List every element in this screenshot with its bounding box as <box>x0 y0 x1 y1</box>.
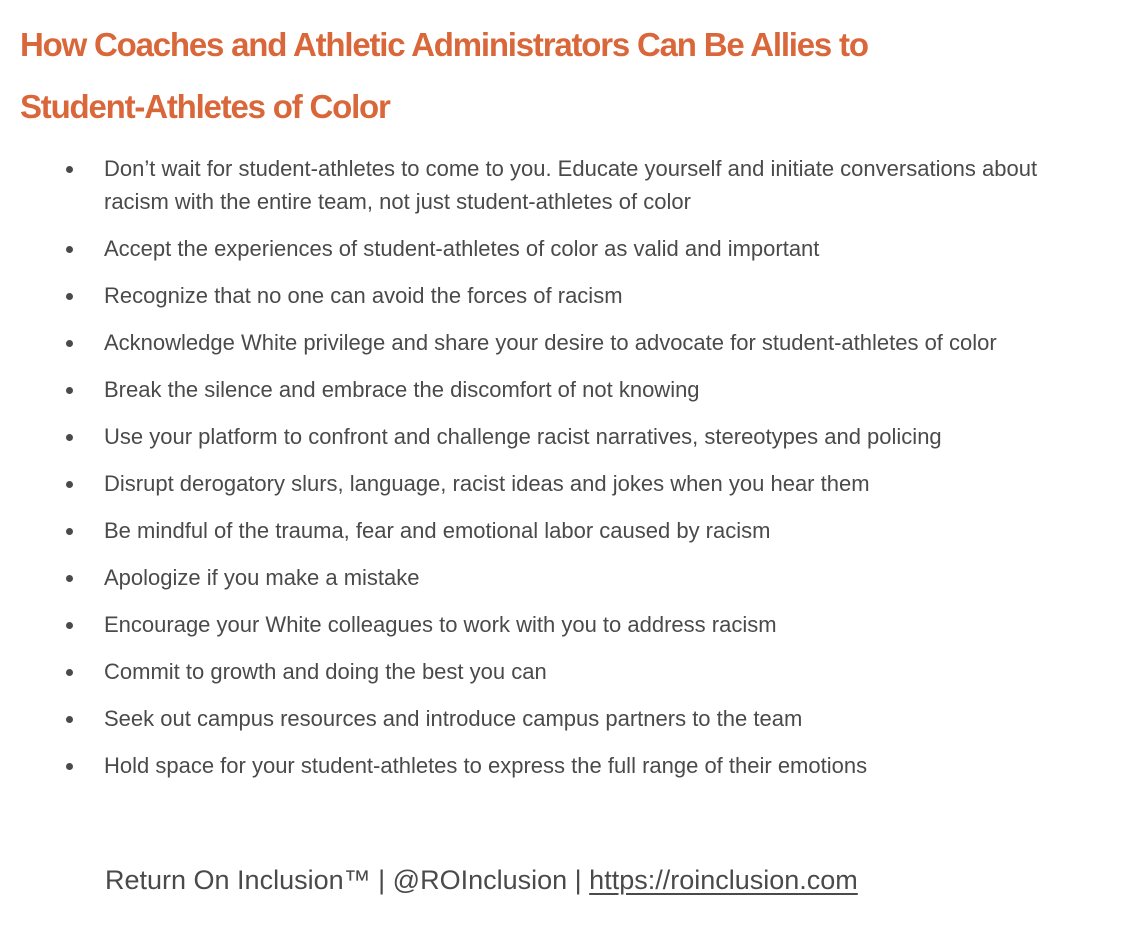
list-item <box>0 467 1125 500</box>
footer-separator: | <box>567 865 590 895</box>
list-item-text: Recognize that no one can avoid the forces of racism <box>104 283 623 308</box>
list-item <box>0 326 1125 359</box>
list-item-text: Break the silence and embrace the discomfort of not knowing <box>104 377 700 402</box>
list-item <box>0 514 1125 547</box>
bullet-icon <box>66 434 73 441</box>
bullet-icon <box>66 387 73 394</box>
footer-separator: | <box>370 865 393 895</box>
bullet-icon <box>66 622 73 629</box>
bullet-icon <box>66 481 73 488</box>
list-item-text: Apologize if you make a mistake <box>104 565 420 590</box>
bullet-icon <box>66 528 73 535</box>
list-item <box>0 279 1125 312</box>
list-item <box>0 749 1125 782</box>
bullet-icon <box>66 166 73 173</box>
list-item-text: Disrupt derogatory slurs, language, racist ideas and jokes when you hear them <box>104 471 870 496</box>
list-item <box>0 655 1125 688</box>
list-item-text: Commit to growth and doing the best you can <box>104 659 547 684</box>
list-item <box>0 420 1125 453</box>
list-item-text: Don’t wait for student-athletes to come to you. Educate yourself and initiate conversations about racism with the entire team, not just student-athletes of color <box>104 156 1038 214</box>
list-item <box>0 702 1125 735</box>
list-item <box>0 561 1125 594</box>
title-line-2: Student-Athletes of Color <box>20 88 390 125</box>
bullet-icon <box>66 293 73 300</box>
bullet-icon <box>66 716 73 723</box>
list-item-text: Hold space for your student-athletes to express the full range of their emotions <box>104 753 868 778</box>
list-item <box>0 608 1125 641</box>
footer-handle: @ROInclusion <box>392 865 568 895</box>
footer-brand: Return On Inclusion™ <box>105 865 371 895</box>
page-title <box>20 14 1020 138</box>
footer-attribution <box>105 858 858 902</box>
bullet-icon <box>66 340 73 347</box>
ally-tips-list <box>0 152 1125 796</box>
bullet-icon <box>66 575 73 582</box>
list-item-text: Accept the experiences of student-athletes of color as valid and important <box>104 236 820 261</box>
list-item-text: Seek out campus resources and introduce campus partners to the team <box>104 706 803 731</box>
list-item <box>0 373 1125 406</box>
bullet-icon <box>66 763 73 770</box>
bullet-icon <box>66 246 73 253</box>
list-item-text: Acknowledge White privilege and share your desire to advocate for student-athletes of color <box>104 330 997 355</box>
list-item-text: Encourage your White colleagues to work with you to address racism <box>104 612 777 637</box>
list-item <box>0 152 1125 218</box>
footer-website-link[interactable]: https://roinclusion.com <box>589 865 858 895</box>
bullet-icon <box>66 669 73 676</box>
title-line-1: How Coaches and Athletic Administrators Can Be Allies to <box>20 26 868 63</box>
list-item-text: Use your platform to confront and challenge racist narratives, stereotypes and policing <box>104 424 942 449</box>
list-item <box>0 232 1125 265</box>
list-item-text: Be mindful of the trauma, fear and emotional labor caused by racism <box>104 518 771 543</box>
